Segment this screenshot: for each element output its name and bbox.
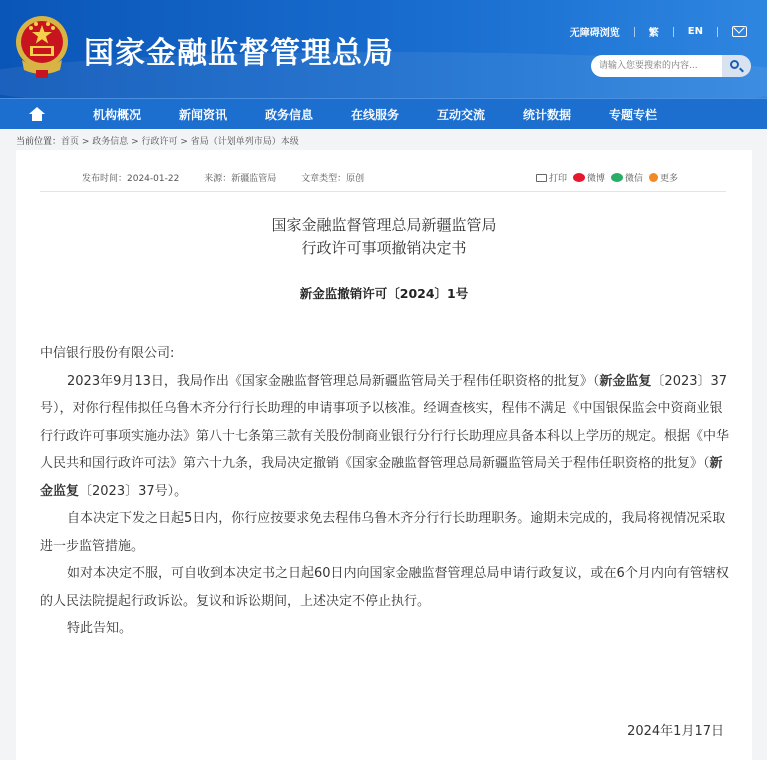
- main-nav: [0, 98, 767, 129]
- nav-item-about[interactable]: 机构概况: [92, 107, 141, 122]
- paragraph-1-part-b: 新金监复: [599, 373, 652, 389]
- document-title: [16, 214, 752, 260]
- divider: [634, 27, 635, 37]
- publish-time: 发布时间：2024-01-22: [82, 174, 180, 184]
- print-button[interactable]: [536, 171, 567, 184]
- paragraph-1-part-c: 〔2023〕37号），对你行程伟拟任乌鲁木齐分行行长助理的申请事项予以核准。经调查核实，程伟不满足《中国银保监会中资商业银行行政许可事项实施办法》第八十七条第三款有关股份制商业银行分行行长助理应具备本科以上学历的规定。根据《中华人民共和国行政许可法》第六十九条，我局决定撤销《国家金融监督管理总局新疆监管局关于程伟任职资格的批复》（: [40, 373, 730, 471]
- wechat-share-button[interactable]: [611, 171, 643, 184]
- search-input[interactable]: [591, 55, 722, 77]
- divider: [717, 27, 718, 37]
- addressee: 中信银行股份有限公司:: [40, 346, 175, 361]
- more-share-button[interactable]: [649, 171, 678, 184]
- traditional-chinese-link[interactable]: 繁: [648, 28, 659, 39]
- weibo-label: 微博: [587, 174, 606, 184]
- english-link[interactable]: EN: [687, 26, 703, 37]
- wechat-label: 微信: [625, 174, 644, 184]
- document-title-line1: 国家金融监督管理总局新疆监管局: [271, 216, 497, 234]
- home-icon: [29, 107, 45, 121]
- print-icon: [536, 174, 547, 182]
- site-header: [0, 0, 767, 98]
- divider: [40, 191, 726, 192]
- article-type: 文章类型：原创: [301, 174, 365, 184]
- document-body: [40, 340, 732, 643]
- search-button[interactable]: [722, 55, 751, 77]
- paragraph-1-part-a: 2023年9月13日，我局作出《国家金融监督管理总局新疆监管局关于程伟任职资格的批复》（: [67, 373, 600, 389]
- accessibility-link[interactable]: 无障碍浏览: [569, 28, 620, 39]
- breadcrumb: [16, 134, 299, 147]
- paragraph-3: 如对本决定不服，可自收到本决定书之日起60日内向国家金融监督管理总局申请行政复议，或在6个月内向有管辖权的人民法院提起行政诉讼。复议和诉讼期间，上述决定不停止执行。: [40, 566, 729, 609]
- weibo-share-button[interactable]: [573, 171, 605, 184]
- site-title: 国家金融监督管理总局: [84, 36, 394, 71]
- paragraph-1-part-e: 〔2023〕37号）。: [79, 483, 188, 499]
- article-panel: [16, 150, 752, 760]
- document-number: 新金监撤销许可〔2024〕1号: [299, 286, 469, 301]
- breadcrumb-path[interactable]: 首页 > 政务信息 > 行政许可 > 省局（计划单列市局）本级: [61, 137, 299, 147]
- nav-item-government-info[interactable]: 政务信息: [264, 107, 313, 122]
- nav-item-statistics[interactable]: 统计数据: [522, 107, 571, 122]
- paragraph-1: [40, 368, 732, 506]
- wechat-icon: [611, 173, 623, 182]
- more-icon: [649, 173, 658, 182]
- nav-item-news[interactable]: 新闻资讯: [178, 107, 227, 122]
- paragraph-2: 自本决定下发之日起5日内，你行应按要求免去程伟乌鲁木齐分行行长助理职务。逾期未完成的，我局将视情况采取进一步监管措施。: [40, 511, 726, 554]
- document-title-line2: 行政许可事项撤销决定书: [301, 239, 467, 257]
- more-label: 更多: [660, 174, 679, 184]
- print-label: 打印: [549, 174, 568, 184]
- article-source: 来源：新疆监管局: [204, 174, 277, 184]
- national-emblem-icon: [14, 14, 70, 80]
- divider: [673, 27, 674, 37]
- weibo-icon: [573, 173, 585, 182]
- nav-home[interactable]: [0, 99, 74, 129]
- mail-icon[interactable]: [732, 26, 747, 37]
- search-icon: [730, 60, 739, 69]
- breadcrumb-label: 当前位置：: [16, 137, 62, 147]
- nav-item-special-topics[interactable]: 专题专栏: [608, 107, 657, 122]
- document-date: 2024年1月17日: [627, 724, 724, 739]
- nav-item-online-service[interactable]: 在线服务: [350, 107, 399, 122]
- share-bar: [536, 171, 684, 184]
- paragraph-4: 特此告知。: [67, 621, 133, 636]
- top-links: [570, 24, 747, 39]
- nav-item-interaction[interactable]: 互动交流: [436, 107, 485, 122]
- article-meta: [82, 171, 386, 184]
- paragraph-1-part-d: 新金监复: [40, 456, 723, 499]
- search-box: [591, 55, 751, 77]
